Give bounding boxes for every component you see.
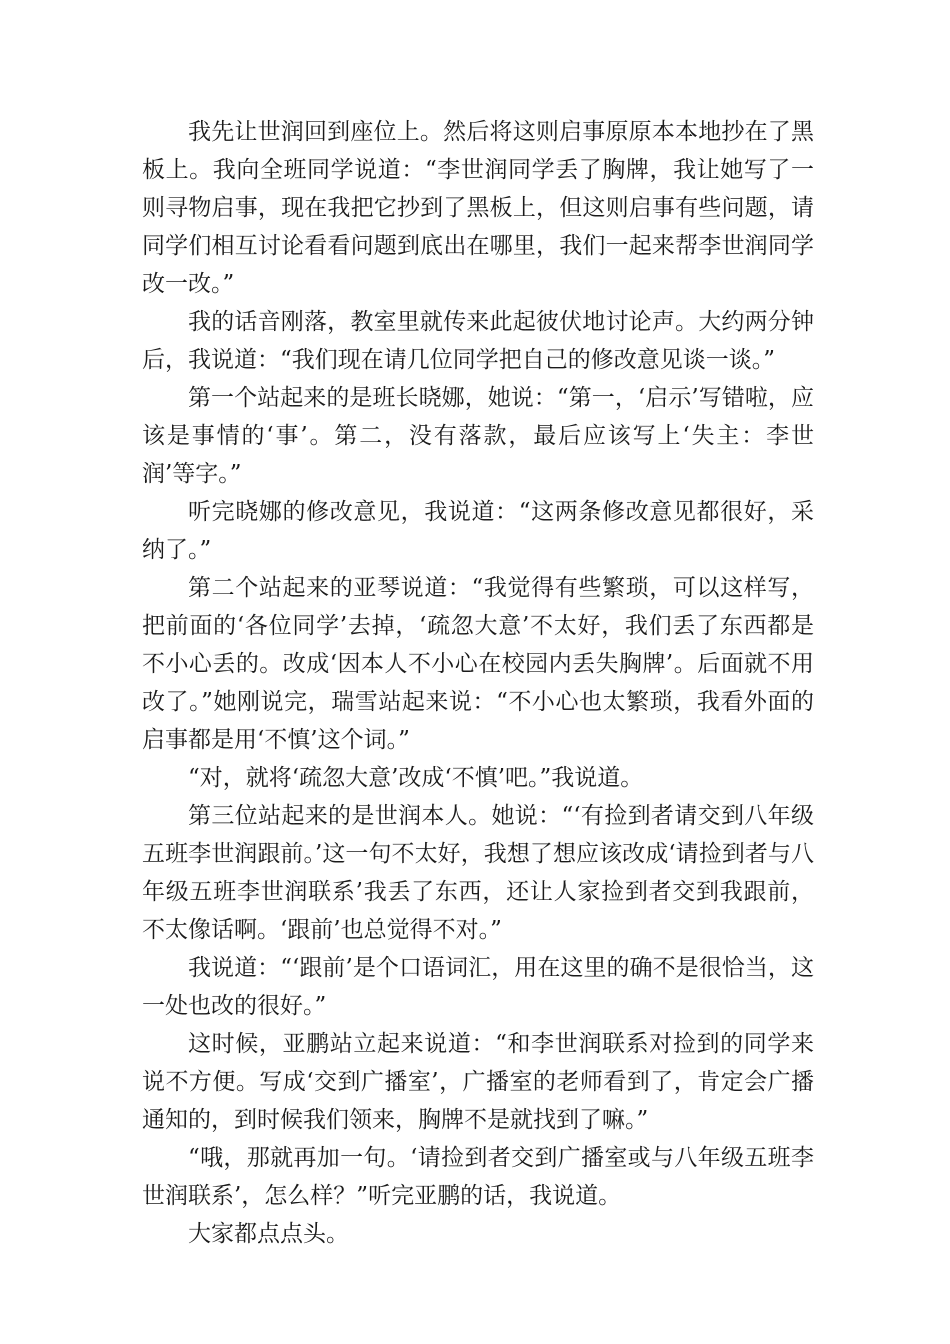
paragraph: 听完晓娜的修改意见，我说道：“这两条修改意见都很好，采纳了。” — [142, 499, 814, 563]
paragraph: 我的话音刚落，教室里就传来此起彼伏地讨论声。大约两分钟后，我说道：“我们现在请几位同学把自己的修改意见谈一谈。” — [142, 309, 814, 373]
paragraph: “对，就将‘疏忽大意’改成‘不慎’吧。”我说道。 — [188, 765, 644, 791]
document-body — [142, 113, 814, 1253]
paragraph: 我说道：“‘跟前’是个口语词汇，用在这里的确不是很恰当，这一处也改的很好。” — [142, 955, 814, 1019]
paragraph: 这时候，亚鹏站立起来说道：“和李世润联系对捡到的同学来说不方便。写成‘交到广播室’，广播室的老师看到了，肯定会广播通知的，到时候我们领来，胸牌不是就找到了嘛。” — [142, 1031, 814, 1133]
paragraph: “哦，那就再加一句。‘请捡到者交到广播室或与八年级五班李世润联系’，怎么样？”听完亚鹏的话，我说道。 — [142, 1145, 814, 1209]
paragraph: 第三位站起来的是世润本人。她说：“‘有捡到者请交到八年级五班李世润跟前。’这一句不太好，我想了想应该改成‘请捡到者与八年级五班李世润联系’我丢了东西，还让人家捡到者交到我跟前，不太像话啊。‘跟前’也总觉得不对。” — [142, 803, 814, 943]
paragraph: 我先让世润回到座位上。然后将这则启事原原本本地抄在了黑板上。我向全班同学说道：“李世润同学丢了胸牌，我让她写了一则寻物启事，现在我把它抄到了黑板上，但这则启事有些问题，请同学们相互讨论看看问题到底出在哪里，我们一起来帮李世润同学改一改。” — [142, 119, 814, 297]
paragraph: 第二个站起来的亚琴说道：“我觉得有些繁琐，可以这样写，把前面的‘各位同学’去掉，‘疏忽大意’不太好，我们丢了东西都是不小心丢的。改成‘因本人不小心在校园内丢失胸牌’。后面就不用改了。”她刚说完，瑞雪站起来说：“不小心也太繁琐，我看外面的启事都是用‘不慎’这个词。” — [142, 575, 814, 753]
paragraph: 大家都点点头。 — [188, 1221, 349, 1247]
paragraph: 第一个站起来的是班长晓娜，她说：“第一，‘启示’写错啦，应该是事情的‘事’。第二，没有落款，最后应该写上‘失主：李世润’等字。” — [142, 385, 814, 487]
